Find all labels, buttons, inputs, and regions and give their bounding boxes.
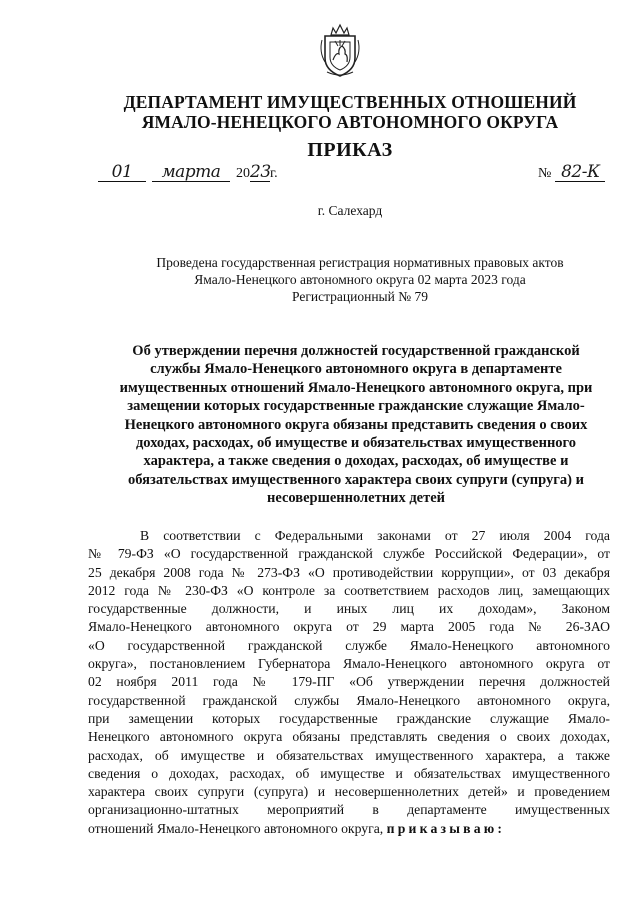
- year-prefix: 20: [236, 166, 250, 181]
- body-line: Ненецкого автономного округа обязаны представлять сведения о своих доходах,: [88, 729, 610, 745]
- yamal-coat-of-arms-icon: [317, 22, 363, 78]
- year-end-abbrev: г.: [270, 166, 278, 181]
- order-date: [98, 163, 278, 182]
- org-name-line-1: ДЕПАРТАМЕНТ ИМУЩЕСТВЕННЫХ ОТНОШЕНИЙ: [123, 92, 577, 112]
- body-line: 02 ноября 2011 года № 179-ПГ «Об утверждении перечня должностей: [88, 674, 610, 690]
- title-line: замещении которых государственные гражданские служащие Ямало-: [127, 398, 585, 415]
- title-line: Об утверждении перечня должностей государственной гражданской: [132, 343, 580, 359]
- registration-line-2: Ямало-Ненецкого автономного округа 02 марта 2023 года: [194, 272, 526, 287]
- body-line: расходах, об имуществе и обязательствах имущественного характера, а также: [88, 747, 610, 763]
- order-word: приказываю:: [386, 820, 506, 836]
- body-line-final: [88, 820, 610, 838]
- title-line: характера, а также сведения о доходах, расходах, об имуществе и: [143, 453, 569, 470]
- body-line: сведения о доходах, расходах, об имуществе и обязательствах имущественного: [88, 765, 610, 781]
- title-line: Ненецкого автономного округа обязаны представить сведения о своих: [124, 416, 588, 433]
- body-line: № 79-ФЗ «О государственной гражданской службе Российской Федерации», от: [88, 546, 610, 562]
- order-body: [88, 527, 610, 838]
- body-line: Ямало-Ненецкого автономного округа от 29 марта 2005 года № 26-ЗАО: [88, 619, 610, 635]
- body-line: при замещении которых государственные гражданские служащие Ямало-: [88, 710, 610, 726]
- handwritten-year: 23: [250, 162, 271, 182]
- title-line: обязательствах имущественного характера своих супруги (супруга) и: [128, 471, 584, 488]
- order-number: [538, 163, 605, 182]
- body-line: округа», постановлением Губернатора Ямало-Ненецкого автономного округа от: [88, 656, 610, 672]
- handwritten-month: марта: [152, 163, 230, 182]
- order-title: [90, 342, 622, 508]
- title-line: несовершеннолетних детей: [266, 490, 446, 507]
- body-line: характера своих супруги (супруга) и несовершеннолетних детей» и проведением: [88, 784, 610, 800]
- handwritten-day: 01: [98, 163, 146, 182]
- title-line: имущественных отношений Ямало-Ненецкого автономного округа, при: [119, 379, 593, 396]
- body-line: организационно-штатных мероприятий в департаменте имущественных: [88, 802, 610, 818]
- document-type-heading: ПРИКАЗ: [307, 139, 393, 161]
- title-line: службы Ямало-Ненецкого автономного округа в департаменте: [150, 361, 562, 378]
- body-line: 25 декабря 2008 года № 273-ФЗ «О противодействии коррупции», от 03 декабря: [88, 564, 610, 580]
- body-line: «О государственной гражданской службе Ямало-Ненецкого автономного: [88, 637, 610, 653]
- handwritten-number: 82-К: [555, 163, 605, 182]
- title-line: доходах, расходах, об имуществе и обязательствах имущественного: [135, 435, 577, 452]
- registration-line-3: Регистрационный № 79: [292, 289, 428, 304]
- registration-line-1: Проведена государственная регистрация нормативных правовых актов: [156, 255, 564, 270]
- body-line: 2012 года № 230-ФЗ «О контроле за соответствием расходов лиц, замещающих: [88, 582, 610, 598]
- body-line: государственной гражданской службы Ямало-Ненецкого автономного округа,: [88, 692, 610, 708]
- city: г. Салехард: [317, 203, 383, 218]
- number-label: №: [538, 166, 552, 181]
- body-line: В соответствии с Федеральными законами от 27 июля 2004 года: [140, 528, 610, 543]
- org-name-line-2: ЯМАЛО-НЕНЕЦКОГО АВТОНОМНОГО ОКРУГА: [141, 112, 559, 132]
- body-line: государственные должности, и иных лиц их доходам», Законом: [88, 601, 610, 617]
- body-line-final-text: отношений Ямало-Ненецкого автономного округа,: [88, 820, 384, 836]
